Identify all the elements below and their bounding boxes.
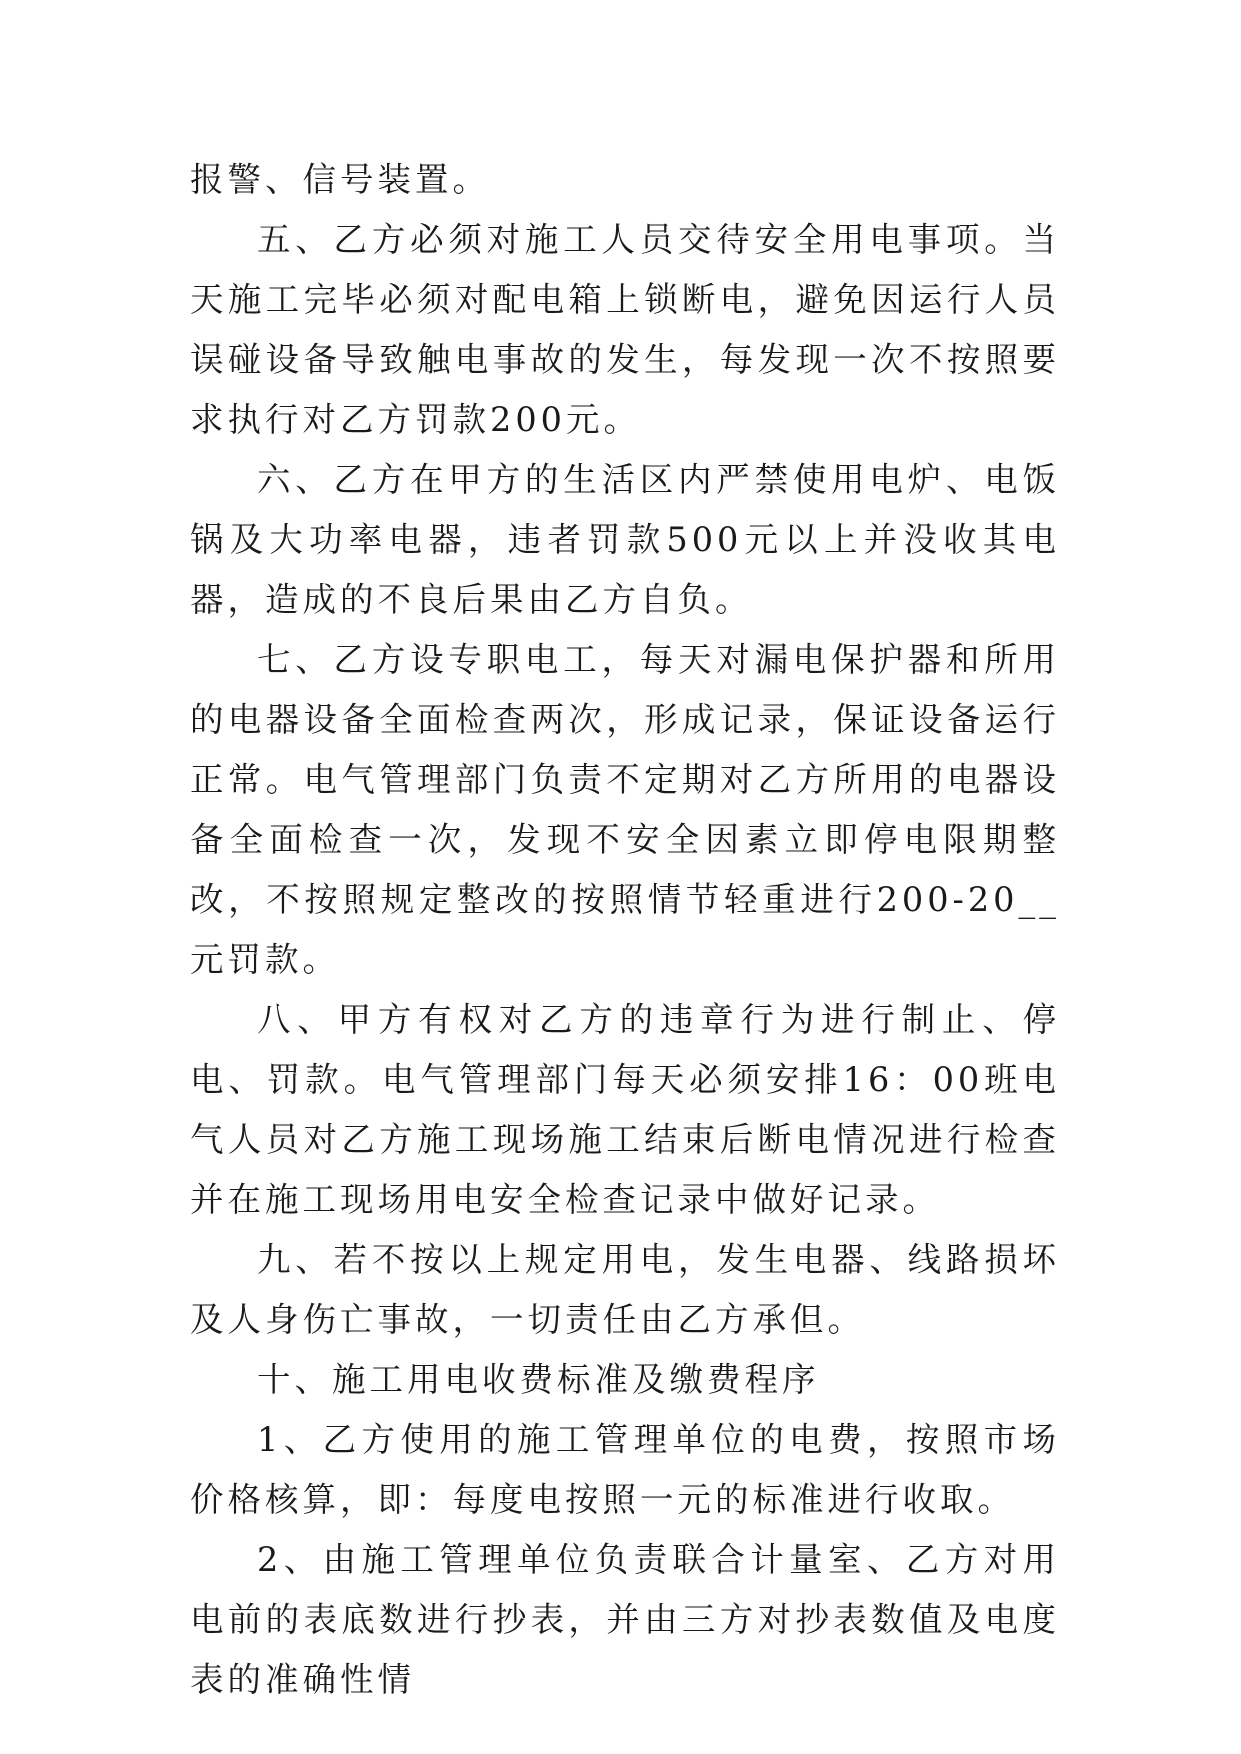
paragraph-3: 六、乙方在甲方的生活区内严禁使用电炉、电饭锅及大功率电器，违者罚款500元以上并没收其电器，造成的不良后果由乙方自负。 <box>190 460 1060 619</box>
paragraph-6: 九、若不按以上规定用电，发生电器、线路损坏及人身伤亡事故，一切责任由乙方承但。 <box>190 1240 1060 1339</box>
paragraph-1: 报警、信号装置。 <box>190 160 490 199</box>
paragraph-9: 2、由施工管理单位负责联合计量室、乙方对用电前的表底数进行抄表，并由三方对抄表数值及电度表的准确性情 <box>190 1540 1060 1699</box>
paragraph-8: 1、乙方使用的施工管理单位的电费，按照市场价格核算，即：每度电按照一元的标准进行收取。 <box>190 1420 1060 1519</box>
paragraph-5: 八、甲方有权对乙方的违章行为进行制止、停电、罚款。电气管理部门每天必须安排16：00班电气人员对乙方施工现场施工结束后断电情况进行检查并在施工现场用电安全检查记录中做好记录。 <box>190 1000 1060 1219</box>
paragraph-2: 五、乙方必须对施工人员交待安全用电事项。当天施工完毕必须对配电箱上锁断电，避免因运行人员误碰设备导致触电事故的发生，每发现一次不按照要求执行对乙方罚款200元。 <box>190 220 1060 439</box>
paragraph-7: 十、施工用电收费标准及缴费程序 <box>257 1360 820 1399</box>
paragraph-4: 七、乙方设专职电工，每天对漏电保护器和所用的电器设备全面检查两次，形成记录，保证设备运行正常。电气管理部门负责不定期对乙方所用的电器设备全面检查一次，发现不安全因素立即停电限期整改，不按照规定整改的按照情节轻重进行200-20__元罚款。 <box>190 640 1060 979</box>
document-body <box>190 150 1060 1710</box>
